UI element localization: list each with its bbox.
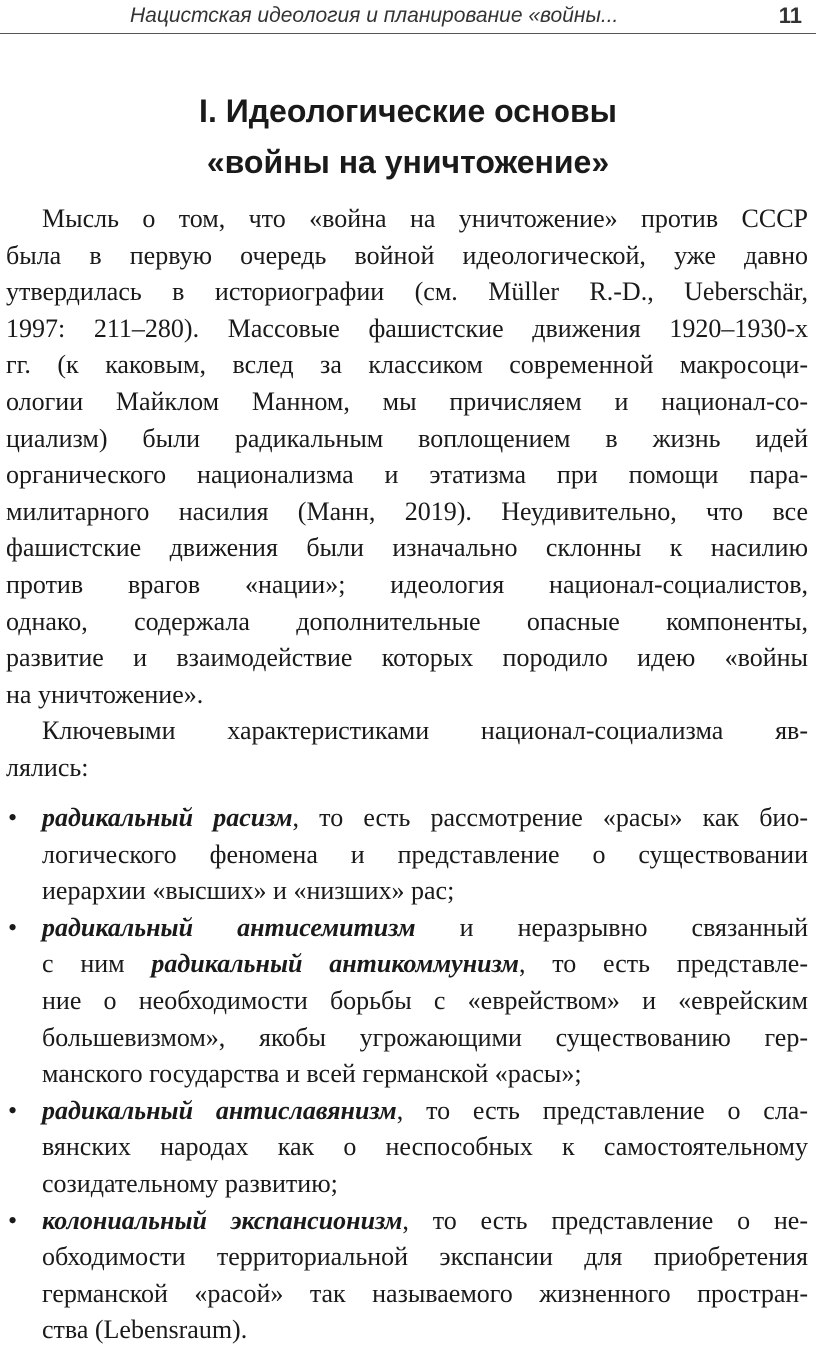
page-number: 11 — [778, 3, 802, 28]
text-line: против врагов «нации»; идеология национал-социалистов, — [6, 569, 808, 599]
text-segment: , то есть представление о сла- — [396, 1095, 808, 1125]
list-item — [6, 1093, 808, 1203]
running-header — [0, 0, 816, 34]
list-item — [6, 910, 808, 1093]
text-line: на уничтожение». — [6, 679, 204, 709]
text-line: гг. (к каковым, вслед за классиком современной макросоци- — [6, 350, 808, 380]
text-line: обходимости территориальной экспансии для приобретения — [42, 1242, 808, 1272]
bullet-icon: • — [8, 803, 18, 832]
header-divider — [0, 33, 816, 34]
text-line — [42, 1203, 808, 1240]
bullet-icon: • — [8, 1095, 18, 1125]
text-line: логического феномена и представление о существовании — [42, 839, 808, 869]
text-segment: , то есть представление о не- — [402, 1205, 809, 1235]
paragraph-1 — [6, 201, 808, 713]
text-segment: , то есть рассмотрение «расы» как био- — [292, 803, 808, 832]
chapter-title-line-1: I. Идеологические основы — [199, 93, 617, 129]
chapter-title — [0, 86, 816, 188]
text-line: милитарного насилия (Манн, 2019). Неудивительно, что все — [6, 496, 808, 526]
text-segment: , то есть представле- — [518, 949, 808, 979]
text-line: вянских народах как о неспособных к самостоятельному — [42, 1132, 808, 1162]
text-line: 1997: 211–280). Массовые фашистские движения 1920–1930-х — [6, 313, 808, 343]
key-term: радикальный антикоммунизм — [151, 949, 519, 979]
characteristics-list — [6, 800, 808, 1349]
text-line: развитие и взаимодействие которых породило идею «войны — [6, 643, 808, 673]
paragraph-2 — [6, 713, 808, 786]
text-line: ние о необходимости борьбы с «еврейством» и «еврейским — [42, 985, 808, 1015]
text-line: созидательному развитию; — [42, 1168, 338, 1198]
text-line: утвердилась в историографии (см. Müller R.-D., Ueberschär, — [6, 277, 808, 307]
text-line — [42, 946, 808, 983]
text-segment: и неразрывно связанный — [415, 912, 808, 942]
list-item — [6, 1203, 808, 1349]
text-line: лялись: — [6, 752, 89, 782]
body-text — [6, 201, 808, 787]
text-line: Мысль о том, что «война на уничтожение» против СССР — [42, 204, 808, 233]
bullet-icon: • — [8, 1205, 18, 1235]
key-term: радикальный антисемитизм — [42, 912, 416, 942]
text-line — [42, 1093, 808, 1130]
key-term: радикальный антиславянизм — [42, 1095, 397, 1125]
text-segment: с ним — [42, 949, 152, 979]
text-line: большевизмом», якобы угрожающими существованию гер- — [42, 1022, 808, 1052]
text-line: германской «расой» так называемого жизненного простран- — [42, 1278, 808, 1308]
text-line: была в первую очередь войной идеологической, уже давно — [6, 240, 808, 270]
text-line: иерархии «высших» и «низших» рас; — [42, 876, 455, 906]
text-line: фашистские движения были изначально склонны к насилию — [6, 533, 808, 563]
key-term: радикальный расизм — [42, 803, 293, 832]
key-term: колониальный экспансионизм — [42, 1205, 403, 1235]
bullet-icon: • — [8, 912, 18, 942]
text-line — [42, 800, 808, 837]
text-line: ологии Майклом Манном, мы причисляем и национал-со- — [6, 386, 808, 416]
running-title: Нацистская идеология и планирование «войны... — [130, 4, 619, 27]
chapter-title-line-2: «войны на уничтожение» — [206, 144, 610, 180]
text-line: Ключевыми характеристиками национал-социализма яв- — [42, 716, 808, 746]
text-line: ства (Lebensraum). — [42, 1315, 248, 1345]
text-line: манского государства и всей германской «расы»; — [42, 1059, 582, 1089]
text-line: органического национализма и этатизма при помощи пара- — [6, 460, 808, 490]
text-line — [42, 910, 808, 947]
text-line: однако, содержала дополнительные опасные компоненты, — [6, 606, 808, 636]
list-item — [6, 800, 808, 910]
text-line: циализм) были радикальным воплощением в жизнь идей — [6, 423, 808, 453]
